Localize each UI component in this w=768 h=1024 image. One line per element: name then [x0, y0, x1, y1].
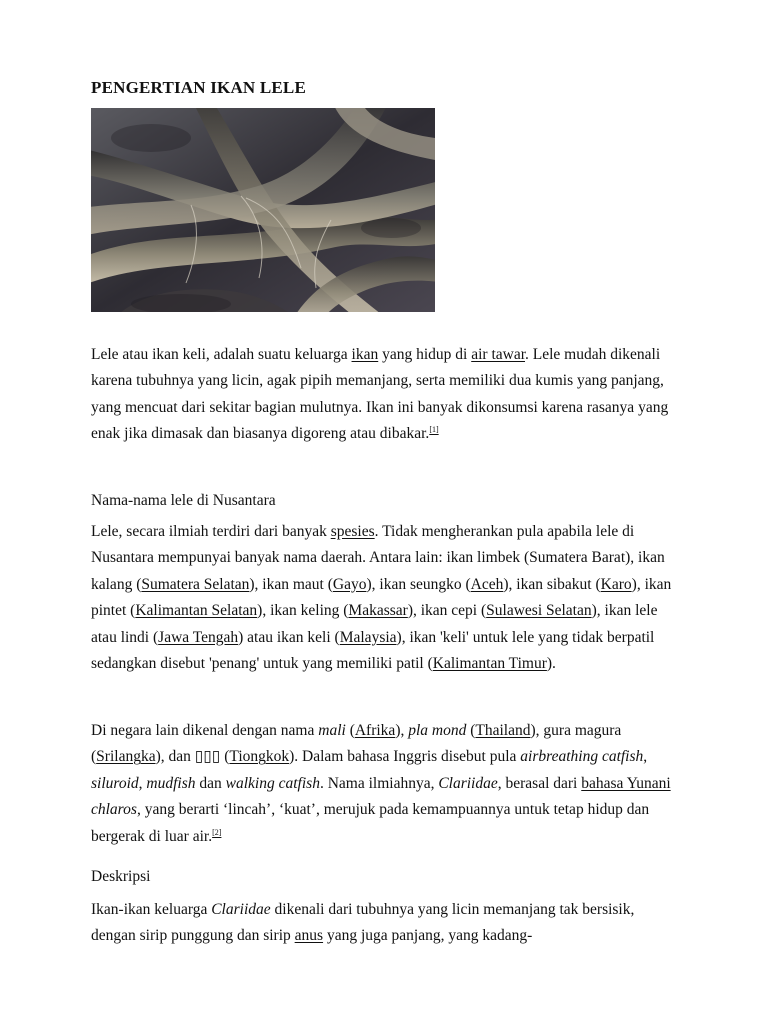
text-run: ), ikan keling ( [257, 602, 349, 620]
text-run: , yang berarti ‘lincah’, ‘kuat’, merujuk pada kemampuannya untuk tetap hidup dan bergerak di luar air. [91, 801, 650, 845]
catfish-photo [91, 108, 435, 312]
text-run: ), ikan cepi ( [407, 602, 487, 620]
text-run: ), [395, 722, 409, 739]
text-run: . Lele mudah dikenali karena tubuhnya yang licin, agak pipih memanjang, serta memiliki dua kumis yang panjang, yang mencuat dari sekitar bagian mulutnya. Ikan ini banyak dikonsumsi karena rasanya yang enak jika dimasak dan biasanya digoreng atau dibakar. [91, 346, 669, 443]
page-title: PENGERTIAN IKAN LELE [91, 78, 306, 97]
italic-term: mali [318, 722, 346, 739]
text-run: ( [466, 722, 476, 739]
footnote-ref-1[interactable] [429, 425, 438, 434]
footnote-link[interactable]: [2] [212, 827, 222, 837]
footnote-link[interactable]: [1] [429, 425, 439, 435]
italic-term: walking catfish [225, 774, 320, 792]
text-run: ). [546, 655, 556, 673]
footnote-ref-2[interactable] [212, 828, 221, 837]
italic-term: Clariidae [211, 901, 271, 918]
text-run: ), ikan sibakut ( [503, 575, 601, 593]
italic-term: mudfish [146, 774, 196, 792]
paragraph-intro [91, 342, 681, 448]
italic-term: pla mond [408, 722, 467, 739]
text-run: Di negara lain dikenal dengan nama [91, 722, 319, 739]
text-run: ), ikan pintet ( [91, 575, 672, 620]
link-karo[interactable]: Karo [600, 575, 632, 593]
link-aceh[interactable]: Aceh [470, 575, 504, 593]
section-heading-deskripsi: Deskripsi [91, 868, 151, 885]
missing-glyphs: ▯▯▯ [194, 748, 221, 766]
text-run: ), ikan 'keli' untuk lele yang tidak berpatil sedangkan disebut 'penang' untuk yang memiliki patil ( [91, 628, 655, 673]
text-run: Ikan-ikan keluarga [91, 901, 212, 918]
text-run: ), ikan lele atau lindi ( [91, 602, 658, 646]
text-run: dikenali dari tubuhnya yang licin memanjang tak bersisik, dengan sirip punggung dan sirip [91, 901, 635, 945]
text-run: ( [220, 748, 230, 766]
link-afrika[interactable]: Afrika [354, 722, 396, 739]
link-bahasa-yunani[interactable]: bahasa Yunani [581, 774, 671, 792]
link-kalimantan-timur[interactable]: Kalimantan Timur [432, 655, 547, 673]
link-jawa-tengah[interactable]: Jawa Tengah [158, 628, 239, 646]
text-run: . Tidak mengherankan pula apabila lele di Nusantara mempunyai banyak nama daerah. Antara lain: ikan limbek (Sumatera Barat), ikan kalang ( [91, 523, 665, 593]
text-run: ) atau ikan keli ( [238, 628, 340, 646]
link-makassar[interactable]: Makassar [348, 602, 408, 620]
text-run: ), dan [155, 748, 195, 766]
text-run: ), gura magura ( [91, 722, 622, 766]
italic-term: airbreathing catfish [520, 748, 644, 766]
link-tiongkok[interactable]: Tiongkok [229, 748, 290, 766]
paragraph-nama-nama [91, 519, 681, 677]
section-heading-nama: Nama-nama lele di Nusantara [91, 492, 276, 509]
text-run: , berasal dari [497, 774, 582, 792]
italic-term: chlaros [91, 801, 137, 819]
link-sumatera-selatan[interactable]: Sumatera Selatan [141, 575, 250, 593]
text-run: . Nama ilmiahnya, [319, 774, 439, 792]
text-run: ), ikan seungko ( [366, 575, 471, 593]
italic-term: siluroid [91, 774, 139, 792]
link-ikan[interactable]: ikan [351, 346, 379, 363]
text-run: dan [195, 774, 226, 792]
link-air-tawar[interactable]: air tawar [471, 346, 526, 363]
text-run: , [643, 748, 648, 766]
link-gayo[interactable]: Gayo [332, 575, 367, 593]
text-run: ). Dalam bahasa Inggris disebut pula [289, 748, 521, 766]
link-thailand[interactable]: Thailand [475, 722, 531, 739]
text-run: Lele atau ikan keli, adalah suatu keluarga [91, 346, 352, 363]
paragraph-deskripsi [91, 897, 681, 950]
italic-term: Clariidae [438, 774, 498, 792]
text-run: ( [345, 722, 355, 739]
link-srilangka[interactable]: Srilangka [96, 748, 156, 766]
text-run: , [138, 774, 147, 792]
link-kalimantan-selatan[interactable]: Kalimantan Selatan [135, 602, 258, 620]
link-anus[interactable]: anus [294, 927, 324, 945]
link-sulawesi-selatan[interactable]: Sulawesi Selatan [486, 602, 592, 620]
link-spesies[interactable]: spesies [330, 523, 375, 540]
paragraph-negara-lain [91, 718, 681, 850]
link-malaysia[interactable]: Malaysia [339, 628, 397, 646]
text-run: Lele, secara ilmiah terdiri dari banyak [91, 523, 331, 540]
text-run: ), ikan maut ( [249, 575, 333, 593]
text-run: yang juga panjang, yang kadang- [323, 927, 533, 945]
text-run: yang hidup di [378, 346, 472, 363]
